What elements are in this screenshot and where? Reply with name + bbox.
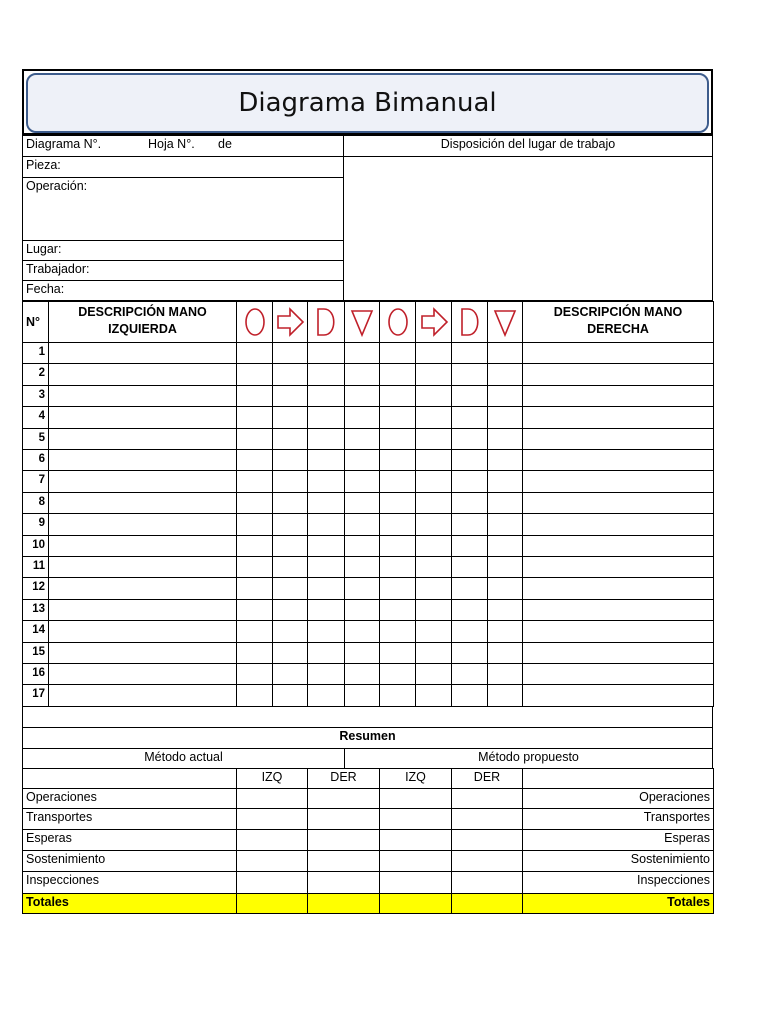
row-number: 3 (22, 385, 49, 407)
row-cell[interactable] (415, 428, 452, 450)
row-cell[interactable] (272, 556, 308, 578)
row-cell[interactable] (236, 513, 273, 535)
propuesto-operaciones-izq[interactable] (379, 788, 452, 809)
table-row (22, 428, 713, 449)
row-cell[interactable] (307, 663, 345, 685)
row-cell[interactable] (344, 599, 380, 621)
row-cell[interactable] (415, 535, 452, 557)
table-row (22, 577, 713, 598)
left-transport-arrow-header (272, 301, 308, 343)
propuesto-inspecciones-der[interactable] (451, 871, 523, 894)
row-number: 16 (22, 663, 49, 685)
actual-sostenimiento-izq[interactable] (236, 850, 308, 872)
row-cell[interactable] (307, 428, 345, 450)
row-cell[interactable] (344, 620, 380, 642)
metodo-propuesto-header: Método propuesto (344, 748, 713, 769)
row-cell[interactable] (451, 385, 488, 407)
row-cell[interactable] (487, 385, 523, 407)
left-storage-triangle-header (344, 301, 380, 343)
propuesto-operaciones-label: Operaciones (522, 788, 714, 809)
row-cell[interactable] (307, 620, 345, 642)
de-label: de (218, 137, 232, 151)
row-cell[interactable] (236, 663, 273, 685)
metodo-actual-header: Método actual (22, 748, 345, 769)
propuesto-izq-header: IZQ (379, 768, 452, 789)
row-cell[interactable] (307, 470, 345, 492)
row-cell[interactable] (451, 449, 488, 471)
row-cell[interactable] (487, 428, 523, 450)
row-number: 13 (22, 599, 49, 621)
row-cell[interactable] (415, 449, 452, 471)
propuesto-sostenimiento-label: Sostenimiento (522, 850, 714, 872)
summary-title: Resumen (22, 727, 713, 749)
row-cell[interactable] (236, 535, 273, 557)
operacion-label: Operación: (22, 177, 344, 241)
right-description-header (522, 301, 714, 343)
row-cell[interactable] (379, 406, 416, 428)
propuesto-operaciones-der[interactable] (451, 788, 523, 809)
propuesto-transportes-izq[interactable] (379, 808, 452, 830)
left-description-header-line2: IZQUIERDA (108, 322, 177, 336)
table-row (22, 342, 713, 363)
row-cell[interactable] (379, 385, 416, 407)
row-cell[interactable] (344, 385, 380, 407)
row-cell[interactable] (487, 663, 523, 685)
row-cell[interactable] (522, 470, 714, 492)
summary-blank-left[interactable] (22, 768, 237, 789)
propuesto-transportes-der[interactable] (451, 808, 523, 830)
row-number: 11 (22, 556, 49, 578)
row-cell[interactable] (379, 428, 416, 450)
actual-der-header: DER (307, 768, 380, 789)
row-cell[interactable] (272, 342, 308, 364)
row-cell[interactable] (272, 535, 308, 557)
row-cell[interactable] (307, 342, 345, 364)
row-cell[interactable] (236, 406, 273, 428)
workplace-layout-area[interactable] (343, 156, 713, 301)
row-cell[interactable] (487, 620, 523, 642)
page-title: Diagrama Bimanual (238, 88, 497, 118)
row-cell[interactable] (272, 385, 308, 407)
row-cell[interactable] (415, 577, 452, 599)
row-cell[interactable] (379, 535, 416, 557)
row-cell[interactable] (487, 470, 523, 492)
row-cell[interactable] (379, 642, 416, 664)
row-cell[interactable] (344, 663, 380, 685)
row-cell[interactable] (451, 492, 488, 514)
row-cell[interactable] (344, 363, 380, 385)
row-cell[interactable] (48, 342, 237, 364)
row-cell[interactable] (379, 470, 416, 492)
row-cell[interactable] (272, 406, 308, 428)
left-operation-circle-header (236, 301, 273, 343)
row-cell[interactable] (307, 385, 345, 407)
row-cell[interactable] (272, 492, 308, 514)
row-cell[interactable] (48, 406, 237, 428)
row-cell[interactable] (415, 385, 452, 407)
row-cell[interactable] (379, 449, 416, 471)
bimanual-chart-sheet (22, 69, 713, 918)
row-cell[interactable] (272, 363, 308, 385)
row-cell[interactable] (415, 470, 452, 492)
row-cell[interactable] (272, 642, 308, 664)
row-cell[interactable] (415, 620, 452, 642)
row-cell[interactable] (415, 492, 452, 514)
row-cell[interactable] (48, 363, 237, 385)
table-row (22, 492, 713, 513)
row-cell[interactable] (307, 577, 345, 599)
propuesto-sostenimiento-der[interactable] (451, 850, 523, 872)
row-cell[interactable] (522, 428, 714, 450)
row-cell[interactable] (307, 556, 345, 578)
left-description-header (48, 301, 237, 343)
row-cell[interactable] (487, 535, 523, 557)
right-description-header-line2: DERECHA (587, 322, 649, 336)
operation-circle-icon (380, 305, 415, 339)
row-cell[interactable] (272, 449, 308, 471)
propuesto-sostenimiento-izq[interactable] (379, 850, 452, 872)
row-cell[interactable] (48, 620, 237, 642)
propuesto-esperas-izq[interactable] (379, 829, 452, 851)
row-cell[interactable] (48, 385, 237, 407)
table-row (22, 556, 713, 577)
row-cell[interactable] (379, 342, 416, 364)
row-cell[interactable] (307, 642, 345, 664)
transport-arrow-icon (416, 305, 451, 339)
row-cell[interactable] (307, 599, 345, 621)
row-cell[interactable] (415, 663, 452, 685)
propuesto-esperas-label: Esperas (522, 829, 714, 851)
row-cell[interactable] (487, 556, 523, 578)
propuesto-der-header: DER (451, 768, 523, 789)
row-cell[interactable] (522, 599, 714, 621)
transport-arrow-icon (273, 305, 307, 339)
row-cell[interactable] (307, 513, 345, 535)
row-cell[interactable] (344, 449, 380, 471)
actual-esperas-izq[interactable] (236, 829, 308, 851)
row-cell[interactable] (236, 492, 273, 514)
row-cell[interactable] (344, 535, 380, 557)
row-cell[interactable] (236, 342, 273, 364)
row-number: 5 (22, 428, 49, 450)
row-cell[interactable] (307, 535, 345, 557)
row-cell[interactable] (307, 363, 345, 385)
row-cell[interactable] (236, 620, 273, 642)
row-cell[interactable] (236, 428, 273, 450)
row-cell[interactable] (451, 556, 488, 578)
propuesto-inspecciones-izq[interactable] (379, 871, 452, 894)
row-cell[interactable] (236, 385, 273, 407)
row-cell[interactable] (379, 684, 416, 706)
row-cell[interactable] (48, 663, 237, 685)
actual-inspecciones-izq[interactable] (236, 871, 308, 894)
row-cell[interactable] (272, 513, 308, 535)
left-delay-d-header (307, 301, 345, 343)
row-number: 1 (22, 342, 49, 364)
row-cell[interactable] (487, 449, 523, 471)
table-row (22, 449, 713, 470)
row-cell[interactable] (344, 577, 380, 599)
row-number: 14 (22, 620, 49, 642)
row-cell[interactable] (451, 363, 488, 385)
row-cell[interactable] (487, 406, 523, 428)
actual-operaciones-label: Operaciones (22, 788, 237, 809)
row-cell[interactable] (522, 406, 714, 428)
row-number: 17 (22, 684, 49, 706)
row-cell[interactable] (415, 599, 452, 621)
table-row (22, 363, 713, 384)
row-cell[interactable] (344, 428, 380, 450)
title-banner (26, 73, 709, 133)
row-cell[interactable] (307, 449, 345, 471)
row-cell[interactable] (451, 342, 488, 364)
row-cell[interactable] (272, 684, 308, 706)
row-cell[interactable] (48, 428, 237, 450)
actual-operaciones-izq[interactable] (236, 788, 308, 809)
row-cell[interactable] (48, 535, 237, 557)
diagrama-label: Diagrama N°. (26, 137, 102, 151)
title-box (22, 69, 713, 135)
row-cell[interactable] (48, 492, 237, 514)
row-cell[interactable] (522, 363, 714, 385)
row-number: 8 (22, 492, 49, 514)
row-cell[interactable] (487, 599, 523, 621)
row-cell[interactable] (451, 513, 488, 535)
row-cell[interactable] (344, 513, 380, 535)
row-cell[interactable] (379, 492, 416, 514)
row-cell[interactable] (272, 428, 308, 450)
row-cell[interactable] (307, 406, 345, 428)
row-cell[interactable] (522, 342, 714, 364)
row-cell[interactable] (487, 684, 523, 706)
row-cell[interactable] (415, 556, 452, 578)
row-cell[interactable] (236, 684, 273, 706)
right-delay-d-header (451, 301, 488, 343)
row-cell[interactable] (522, 620, 714, 642)
row-cell[interactable] (522, 663, 714, 685)
propuesto-inspecciones-label: Inspecciones (522, 871, 714, 894)
row-number: 12 (22, 577, 49, 599)
row-cell[interactable] (344, 684, 380, 706)
table-row (22, 684, 713, 705)
row-cell[interactable] (48, 556, 237, 578)
row-cell[interactable] (272, 599, 308, 621)
row-cell[interactable] (451, 663, 488, 685)
row-cell[interactable] (415, 363, 452, 385)
row-cell[interactable] (415, 684, 452, 706)
row-cell[interactable] (236, 599, 273, 621)
operation-circle-icon (237, 305, 272, 339)
row-number: 4 (22, 406, 49, 428)
summary-blank-right[interactable] (522, 768, 714, 789)
row-cell[interactable] (451, 599, 488, 621)
row-cell[interactable] (415, 406, 452, 428)
actual-izq-header: IZQ (236, 768, 308, 789)
row-cell[interactable] (379, 513, 416, 535)
table-row (22, 642, 713, 663)
row-cell[interactable] (522, 513, 714, 535)
row-cell[interactable] (48, 642, 237, 664)
row-cell[interactable] (451, 428, 488, 450)
actual-totales-label: Totales (22, 893, 237, 914)
row-cell[interactable] (379, 363, 416, 385)
pieza-label: Pieza: (22, 156, 344, 178)
row-number: 2 (22, 363, 49, 385)
trabajador-label: Trabajador: (22, 260, 344, 281)
table-row (22, 599, 713, 620)
row-cell[interactable] (379, 599, 416, 621)
delay-d-icon (452, 305, 487, 339)
propuesto-transportes-label: Transportes (522, 808, 714, 830)
row-cell[interactable] (272, 577, 308, 599)
actual-transportes-label: Transportes (22, 808, 237, 830)
table-row (22, 470, 713, 491)
row-cell[interactable] (487, 577, 523, 599)
row-cell[interactable] (487, 642, 523, 664)
actual-sostenimiento-label: Sostenimiento (22, 850, 237, 872)
propuesto-esperas-der[interactable] (451, 829, 523, 851)
row-cell[interactable] (272, 620, 308, 642)
table-row (22, 535, 713, 556)
row-cell[interactable] (344, 406, 380, 428)
row-cell[interactable] (272, 470, 308, 492)
row-cell[interactable] (451, 535, 488, 557)
actual-sostenimiento-der[interactable] (307, 850, 380, 872)
row-number: 15 (22, 642, 49, 664)
row-cell[interactable] (236, 449, 273, 471)
blank-separator-row (22, 706, 713, 728)
actual-totales-der[interactable] (307, 893, 380, 914)
row-cell[interactable] (236, 470, 273, 492)
row-cell[interactable] (236, 577, 273, 599)
delay-d-icon (308, 305, 344, 339)
hoja-label: Hoja N°. (148, 137, 195, 151)
row-cell[interactable] (451, 406, 488, 428)
row-number: 6 (22, 449, 49, 471)
left-description-header-line1: DESCRIPCIÓN MANO (78, 305, 207, 319)
row-cell[interactable] (451, 577, 488, 599)
propuesto-totales-izq[interactable] (379, 893, 452, 914)
right-transport-arrow-header (415, 301, 452, 343)
actual-totales-izq[interactable] (236, 893, 308, 914)
propuesto-totales-label: Totales (522, 893, 714, 914)
row-cell[interactable] (344, 342, 380, 364)
row-cell[interactable] (522, 577, 714, 599)
header-diagrama-row (22, 135, 344, 157)
row-cell[interactable] (344, 556, 380, 578)
actual-inspecciones-der[interactable] (307, 871, 380, 894)
row-cell[interactable] (344, 492, 380, 514)
row-cell[interactable] (48, 470, 237, 492)
row-cell[interactable] (344, 642, 380, 664)
row-cell[interactable] (415, 342, 452, 364)
row-cell[interactable] (272, 663, 308, 685)
storage-triangle-icon (345, 305, 379, 339)
row-cell[interactable] (48, 449, 237, 471)
table-row (22, 406, 713, 427)
actual-esperas-der[interactable] (307, 829, 380, 851)
row-cell[interactable] (451, 620, 488, 642)
right-storage-triangle-header (487, 301, 523, 343)
row-cell[interactable] (48, 599, 237, 621)
row-cell[interactable] (451, 642, 488, 664)
row-cell[interactable] (522, 492, 714, 514)
row-cell[interactable] (451, 470, 488, 492)
table-row (22, 620, 713, 641)
row-cell[interactable] (415, 642, 452, 664)
row-cell[interactable] (522, 642, 714, 664)
actual-operaciones-der[interactable] (307, 788, 380, 809)
row-cell[interactable] (522, 449, 714, 471)
row-cell[interactable] (487, 342, 523, 364)
row-number: 9 (22, 513, 49, 535)
table-row (22, 663, 713, 684)
actual-esperas-label: Esperas (22, 829, 237, 851)
actual-transportes-der[interactable] (307, 808, 380, 830)
row-cell[interactable] (451, 684, 488, 706)
lugar-label: Lugar: (22, 240, 344, 261)
row-cell[interactable] (379, 620, 416, 642)
disposicion-header: Disposición del lugar de trabajo (343, 135, 713, 157)
row-cell[interactable] (48, 513, 237, 535)
right-description-header-line1: DESCRIPCIÓN MANO (553, 305, 683, 319)
row-cell[interactable] (379, 556, 416, 578)
row-number: 7 (22, 470, 49, 492)
row-cell[interactable] (522, 684, 714, 706)
row-cell[interactable] (522, 556, 714, 578)
row-cell[interactable] (379, 663, 416, 685)
row-number: 10 (22, 535, 49, 557)
row-cell[interactable] (415, 513, 452, 535)
row-cell[interactable] (307, 492, 345, 514)
table-row (22, 513, 713, 534)
row-cell[interactable] (522, 535, 714, 557)
propuesto-totales-der[interactable] (451, 893, 523, 914)
num-column-header (22, 301, 49, 343)
table-row (22, 385, 713, 406)
row-cell[interactable] (344, 470, 380, 492)
actual-transportes-izq[interactable] (236, 808, 308, 830)
num-header-label: N° (26, 315, 41, 329)
row-cell[interactable] (307, 684, 345, 706)
storage-triangle-icon (488, 305, 522, 339)
row-cell[interactable] (48, 684, 237, 706)
row-cell[interactable] (236, 642, 273, 664)
row-cell[interactable] (48, 577, 237, 599)
row-cell[interactable] (236, 363, 273, 385)
actual-inspecciones-label: Inspecciones (22, 871, 237, 894)
row-cell[interactable] (379, 577, 416, 599)
fecha-label: Fecha: (22, 280, 344, 301)
row-cell[interactable] (236, 556, 273, 578)
row-cell[interactable] (522, 385, 714, 407)
row-cell[interactable] (487, 492, 523, 514)
right-operation-circle-header (379, 301, 416, 343)
row-cell[interactable] (487, 513, 523, 535)
row-cell[interactable] (487, 363, 523, 385)
